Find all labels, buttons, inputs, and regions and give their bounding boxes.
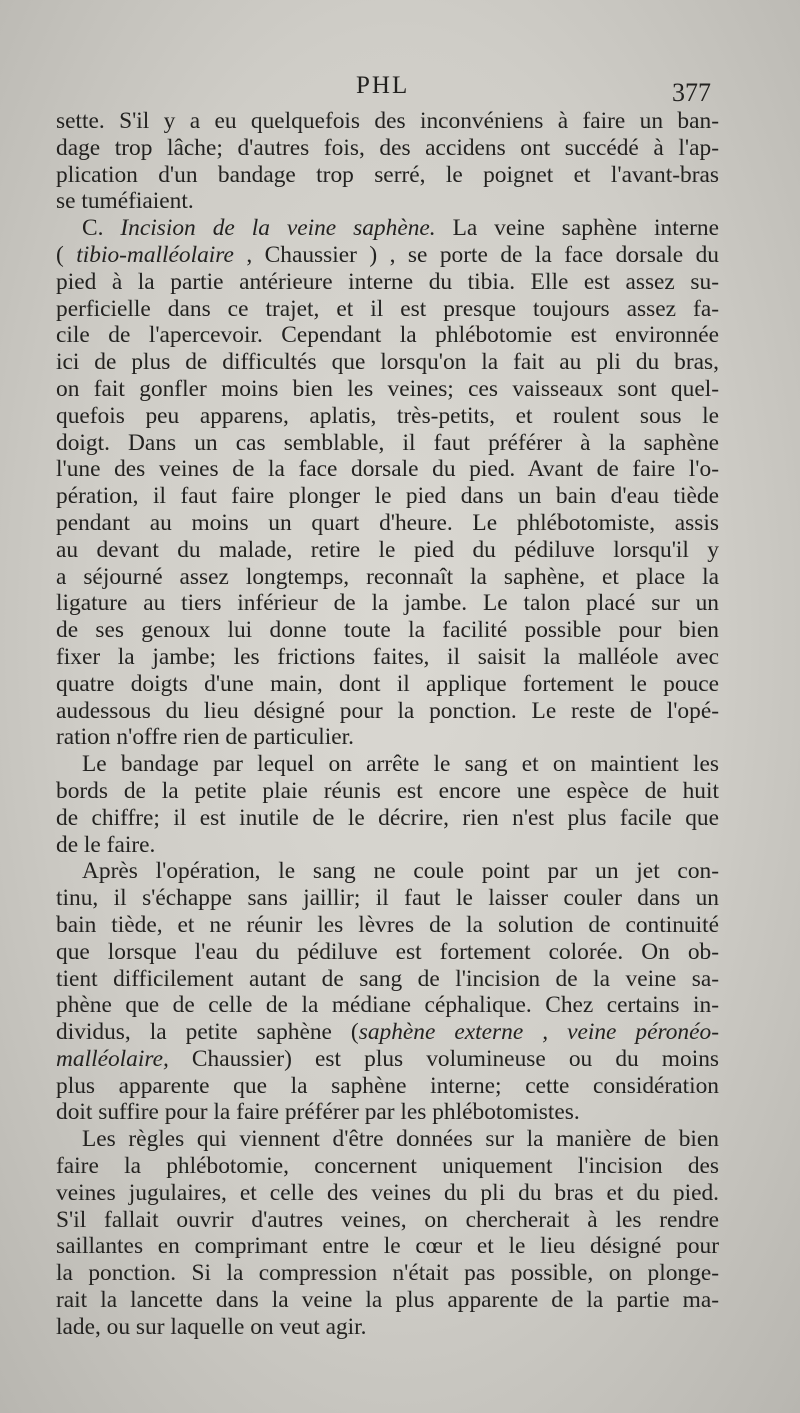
text-line: doigt. Dans un cas semblable, il faut préférer à la saphène <box>56 429 719 456</box>
text-line: faire la phlébotomie, concernent uniquement l'incision des <box>56 1153 719 1180</box>
line-text: , Chaussier ) , se porte de la face dorsale du <box>233 241 719 268</box>
text-line: on fait gonfler moins bien les veines; ces vaisseaux sont quel- <box>56 375 719 402</box>
paragraph-1 <box>56 108 719 215</box>
text-line: de le faire. <box>56 831 156 858</box>
text-line: sette. S'il y a eu quelquefois des inconvéniens à faire un ban- <box>56 108 719 134</box>
text-line: S'il fallait ouvrir d'autres veines, on chercherait à les rendre <box>56 1206 719 1233</box>
text-line: a séjourné assez longtemps, reconnaît la saphène, et place la <box>56 563 719 590</box>
text-line <box>56 1019 719 1046</box>
text-line <box>56 1046 719 1073</box>
page-number: 377 <box>672 78 711 107</box>
text-line: pendant au moins un quart d'heure. Le phlébotomiste, assis <box>56 509 719 536</box>
text-line: plication d'un bandage trop serré, le poignet et l'avant-bras <box>56 161 719 188</box>
body-text <box>56 108 719 1341</box>
text-line: saillantes en comprimant entre le cœur et le lieu désigné pour <box>56 1233 719 1260</box>
italic-term: tibio-malléolaire <box>76 241 234 268</box>
text-line <box>56 215 719 242</box>
text-line: doit suffire pour la faire préférer par les phlébotomistes. <box>56 1099 580 1126</box>
paragraph-4 <box>56 858 719 1126</box>
line-text: C. <box>82 215 121 242</box>
text-line: pied à la partie antérieure interne du tibia. Elle est assez su- <box>56 268 719 295</box>
text-line: se tuméfiaient. <box>56 188 194 215</box>
running-head <box>0 68 800 107</box>
text-line: ligature au tiers inférieur de la jambe. Le talon placé sur un <box>56 590 719 617</box>
text-line: quefois peu apparens, aplatis, très-petits, et roulent sous le <box>56 402 719 429</box>
text-line: Après l'opération, le sang ne coule point par un jet con- <box>82 858 719 885</box>
paragraph-2 <box>56 215 719 751</box>
text-line: au devant du malade, retire le pied du pédiluve lorsqu'il y <box>56 536 719 563</box>
text-line: cile de l'apercevoir. Cependant la phlébotomie est environnée <box>56 322 719 349</box>
line-text: Chaussier) est plus volumineuse ou du moins <box>168 1045 719 1072</box>
text-line: bords de la petite plaie réunis est encore une espèce de huit <box>56 777 719 804</box>
text-line: rait la lancette dans la veine la plus apparente de la partie ma- <box>56 1287 719 1314</box>
text-line: fixer la jambe; les frictions faites, il saisit la malléole avec <box>56 643 719 670</box>
line-text: La veine saphène interne <box>435 215 719 242</box>
text-line: la ponction. Si la compression n'était pas possible, on plonge- <box>56 1260 719 1287</box>
line-text: ( <box>56 241 77 268</box>
text-line: dage trop lâche; d'autres fois, des accidens ont succédé à l'ap- <box>56 134 719 161</box>
text-line: de chiffre; il est inutile de le décrire, rien n'est plus facile que <box>56 804 719 831</box>
text-line: perficielle dans ce trajet, et il est presque toujours assez fa- <box>56 295 719 322</box>
text-line: ici de plus de difficultés que lorsqu'on la fait au pli du bras, <box>56 349 719 376</box>
text-line: phène que de celle de la médiane céphalique. Chez certains in- <box>56 992 719 1019</box>
text-line: que lorsque l'eau du pédiluve est fortement colorée. On ob- <box>56 938 719 965</box>
text-line: tinu, il s'échappe sans jaillir; il faut le laisser couler dans un <box>56 885 719 912</box>
line-text: dividus, la petite saphène ( <box>56 1019 359 1046</box>
text-line: Les règles qui viennent d'être données sur la manière de bien <box>82 1126 719 1153</box>
text-line: Le bandage par lequel on arrête le sang et on maintient les <box>82 751 719 778</box>
running-head-title: PHL <box>356 72 410 99</box>
text-line: audessous du lieu désigné pour la ponction. Le reste de l'opé- <box>56 697 719 724</box>
text-line: ration n'offre rien de particulier. <box>56 724 354 751</box>
text-line: tient difficilement autant de sang de l'incision de la veine sa- <box>56 965 719 992</box>
text-line: l'une des veines de la face dorsale du pied. Avant de faire l'o- <box>56 456 719 483</box>
text-line: lade, ou sur laquelle on veut agir. <box>56 1313 367 1340</box>
text-line: plus apparente que la saphène interne; cette considération <box>56 1072 719 1099</box>
text-line: pération, il faut faire plonger le pied dans un bain d'eau tiède <box>56 483 719 510</box>
italic-term: Incision de la veine saphène. <box>120 215 436 242</box>
paragraph-3 <box>56 751 719 858</box>
paragraph-5 <box>56 1126 719 1340</box>
text-line: de ses genoux lui donne toute la facilité possible pour bien <box>56 617 719 644</box>
text-line: quatre doigts d'une main, dont il applique fortement le pouce <box>56 670 719 697</box>
text-line <box>56 242 719 269</box>
text-line: veines jugulaires, et celle des veines du pli du bras et du pied. <box>56 1179 719 1206</box>
text-line: bain tiède, et ne réunir les lèvres de la solution de continuité <box>56 911 719 938</box>
italic-term: saphène externe , veine péronéo- <box>358 1019 719 1046</box>
italic-term: malléolaire, <box>56 1045 169 1072</box>
